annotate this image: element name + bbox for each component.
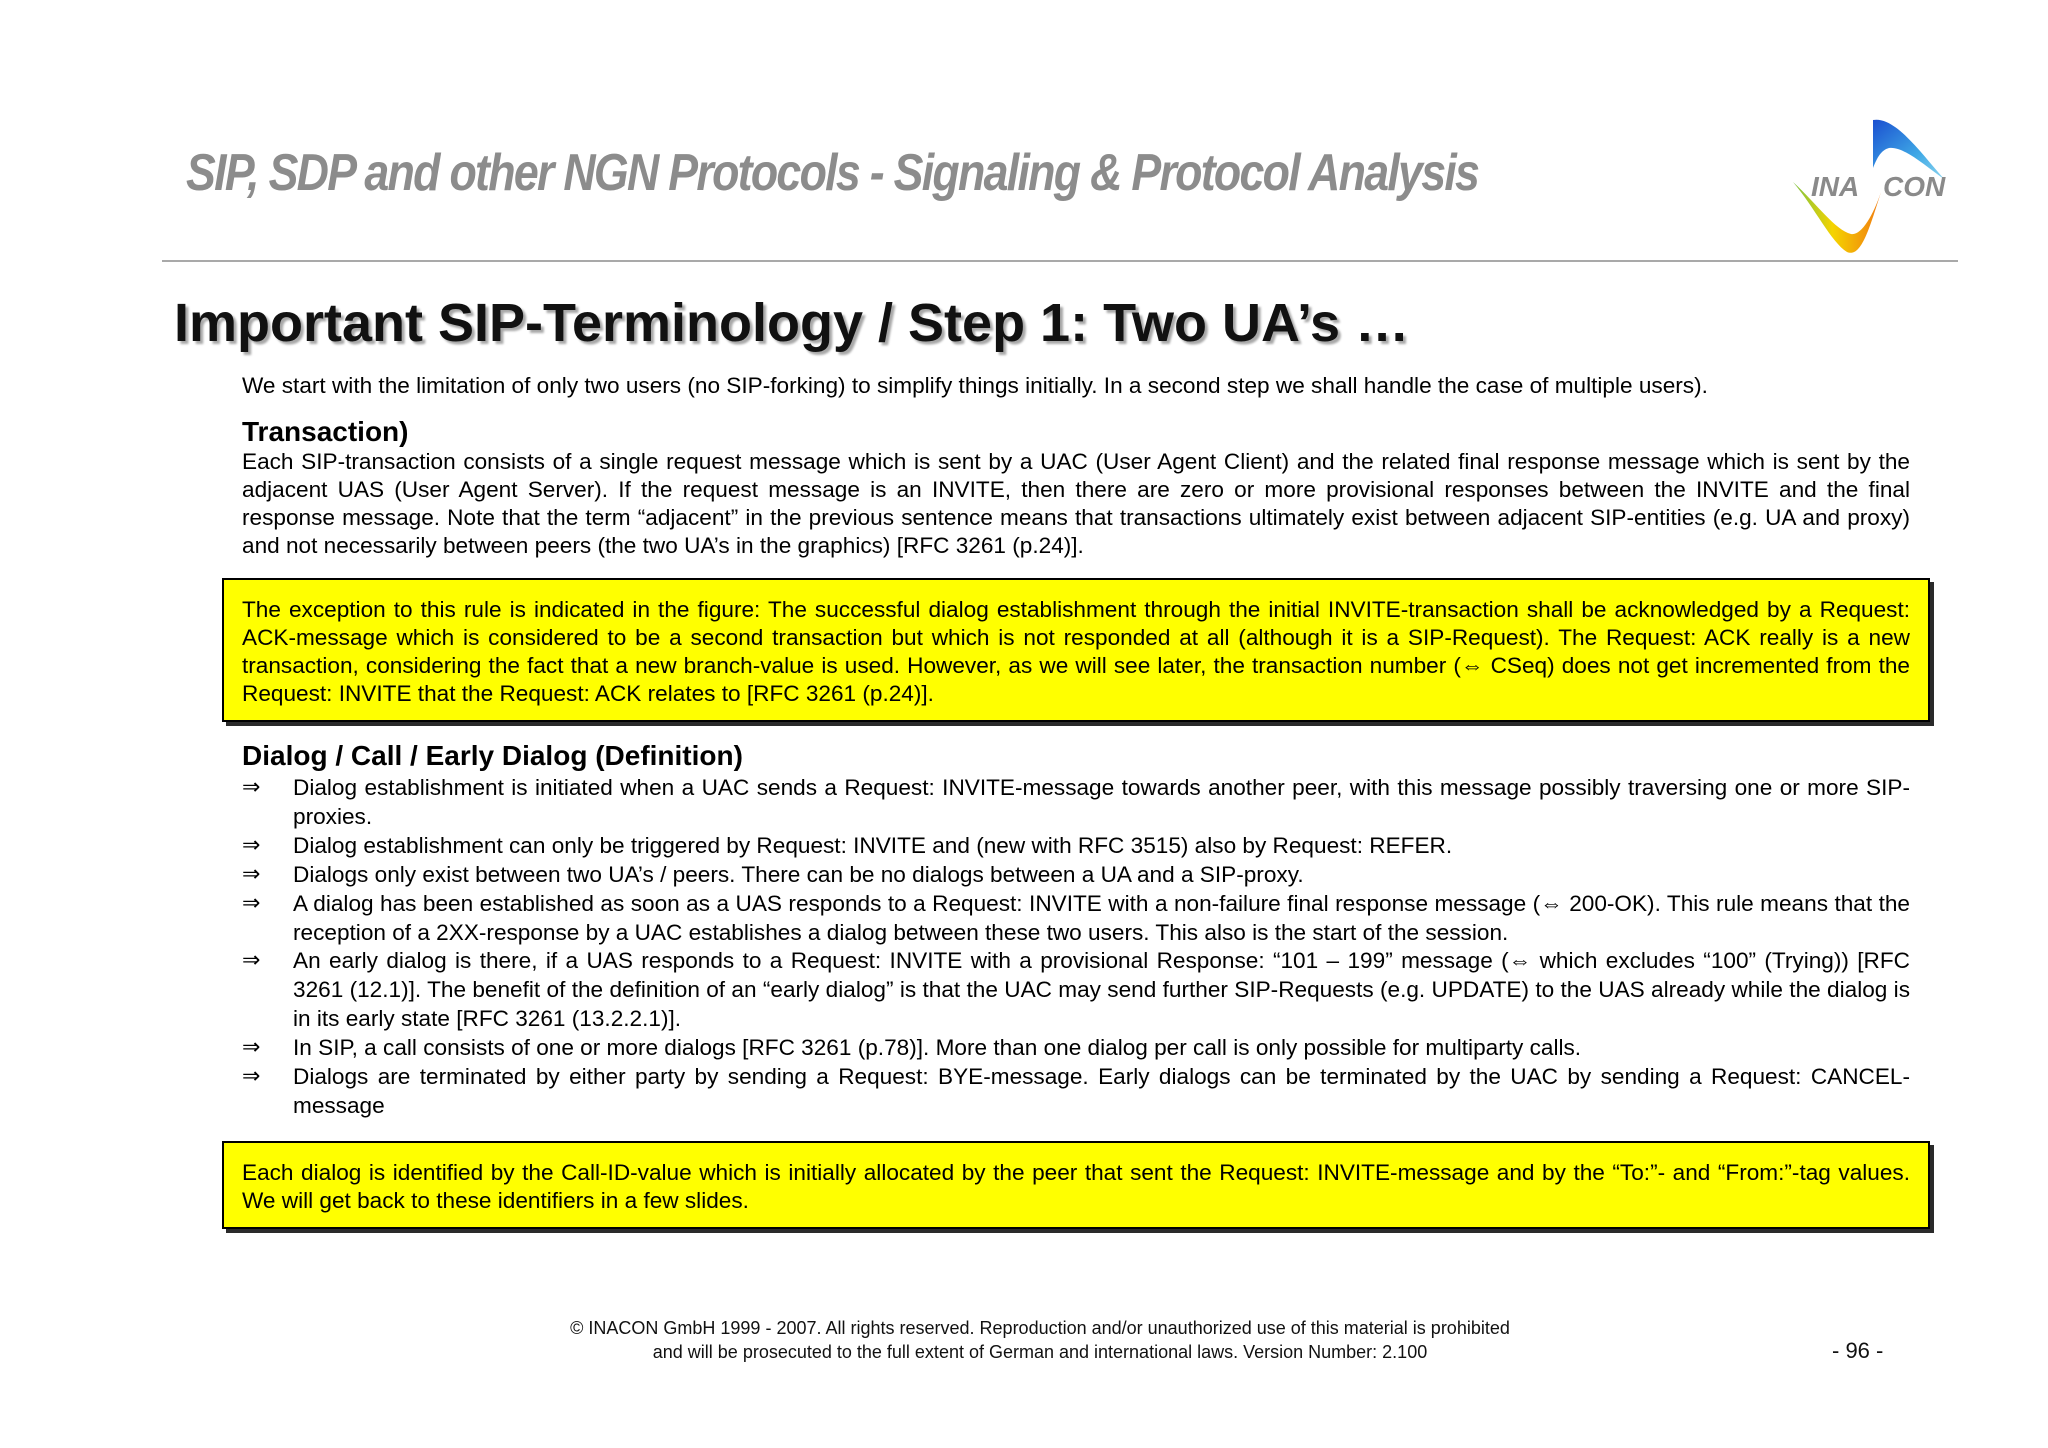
list-item: ⇒ A dialog has been established as soon as a UAS responds to a Request: INVITE with a non-failure final response message (⇔ 200-OK). This rule means that the reception of a 2XX-response by a UAC establishes a dialog between these two users. This also is the start of the session.: [242, 890, 1910, 945]
logo-text-right: CON: [1883, 171, 1946, 202]
implies-arrow-icon: ⇒: [242, 832, 261, 858]
implies-arrow-icon: ⇒: [242, 861, 261, 887]
exception-note-text: The exception to this rule is indicated in the figure: The successful dialog establishment through the initial INVITE-transaction shall be acknowledged by a Request: ACK-message which is considered to be a second transaction but which is not responded at all (although it is a SIP-Request). The Request: ACK really is a new transaction, considering the fact that a new branch-value is used. However, as we will see later, the transaction number (⇔ CSeq) does not get incremented from the Request: INVITE that the Request: ACK relates to [RFC 3261 (p.24)].: [242, 597, 1910, 706]
page-number: - 96 -: [1832, 1338, 1884, 1363]
implies-arrow-icon: ⇒: [242, 1064, 261, 1090]
footer-line-1: © INACON GmbH 1999 - 2007. All rights reserved. Reproduction and/or unauthorized use of this material is prohibited: [570, 1318, 1510, 1338]
list-item: ⇒ Dialog establishment can only be triggered by Request: INVITE and (new with RFC 3515) also by Request: REFER.: [242, 832, 1910, 861]
intro-paragraph: We start with the limitation of only two users (no SIP-forking) to simplify things initially. In a second step we shall handle the case of multiple users).: [242, 373, 1708, 398]
header-divider: [162, 260, 1958, 262]
identifier-note-text: Each dialog is identified by the Call-ID-value which is initially allocated by the peer that sent the Request: INVITE-message and by the “To:”- and “From:”-tag values. We will get back to these identifiers in a few slides.: [242, 1159, 1910, 1213]
transaction-heading: Transaction): [242, 416, 409, 447]
implies-arrow-icon: ⇒: [242, 890, 261, 916]
footer-line-2: and will be prosecuted to the full extent of German and international laws. Version Number: 2.100: [652, 1342, 1428, 1362]
logo-text-left: INA: [1811, 171, 1860, 202]
implies-arrow-icon: ⇒: [242, 775, 261, 800]
dialog-heading: Dialog / Call / Early Dialog (Definition): [242, 740, 743, 771]
header-title: SIP, SDP and other NGN Protocols - Signaling & Protocol Analysis: [186, 144, 1479, 202]
identifier-note-box: [222, 1141, 1930, 1229]
implies-arrow-icon: ⇒: [242, 1035, 261, 1061]
list-item: ⇒ In SIP, a call consists of one or more dialogs [RFC 3261 (p.78)]. More than one dialog per call is only possible for multiparty calls.: [242, 1034, 1910, 1063]
transaction-paragraph: Each SIP-transaction consists of a single request message which is sent by a UAC (User Agent Client) and the related final response message which is sent by the adjacent UAS (User Agent Server). If the request message is an INVITE, then there are zero or more provisional responses between the INVITE and the final response message. Note that the term “adjacent” in the previous sentence means that transactions ultimately exist between adjacent SIP-entities (e.g. UA and proxy) and not necessarily between peers (the two UA’s in the graphics) [RFC 3261 (p.24)].: [242, 449, 1910, 558]
inacon-logo: [1785, 112, 1950, 260]
slide-content: [242, 372, 1910, 1229]
list-item: ⇒ Dialog establishment is initiated when a UAC sends a Request: INVITE-message towards another peer, with this message possibly traversing one or more SIP-proxies.: [242, 775, 1910, 829]
dialog-bullet-list: [242, 774, 1910, 1121]
list-item: ⇒ Dialogs only exist between two UA’s / peers. There can be no dialogs between a UA and a SIP-proxy.: [242, 861, 1910, 890]
list-item: ⇒ Dialogs are terminated by either party by sending a Request: BYE-message. Early dialogs can be terminated by the UAC by sending a Request: CANCEL-message: [242, 1064, 1910, 1118]
list-item: ⇒ An early dialog is there, if a UAS responds to a Request: INVITE with a provisional Response: “101 – 199” message (⇔ which excludes “100” (Trying)) [RFC 3261 (12.1)]. The benefit of the definition of an “early dialog” is that the UAC may send further SIP-Requests (e.g. UPDATE) to the UAS already while the dialog is in its early state [RFC 3261 (13.2.2.1)].: [242, 948, 1910, 1032]
slide-title: Important SIP-Terminology / Step 1: Two UA’s …: [174, 293, 1410, 353]
exception-note-box: [222, 578, 1930, 722]
implies-arrow-icon: ⇒: [242, 948, 261, 974]
copyright-footer: [480, 1316, 1600, 1364]
